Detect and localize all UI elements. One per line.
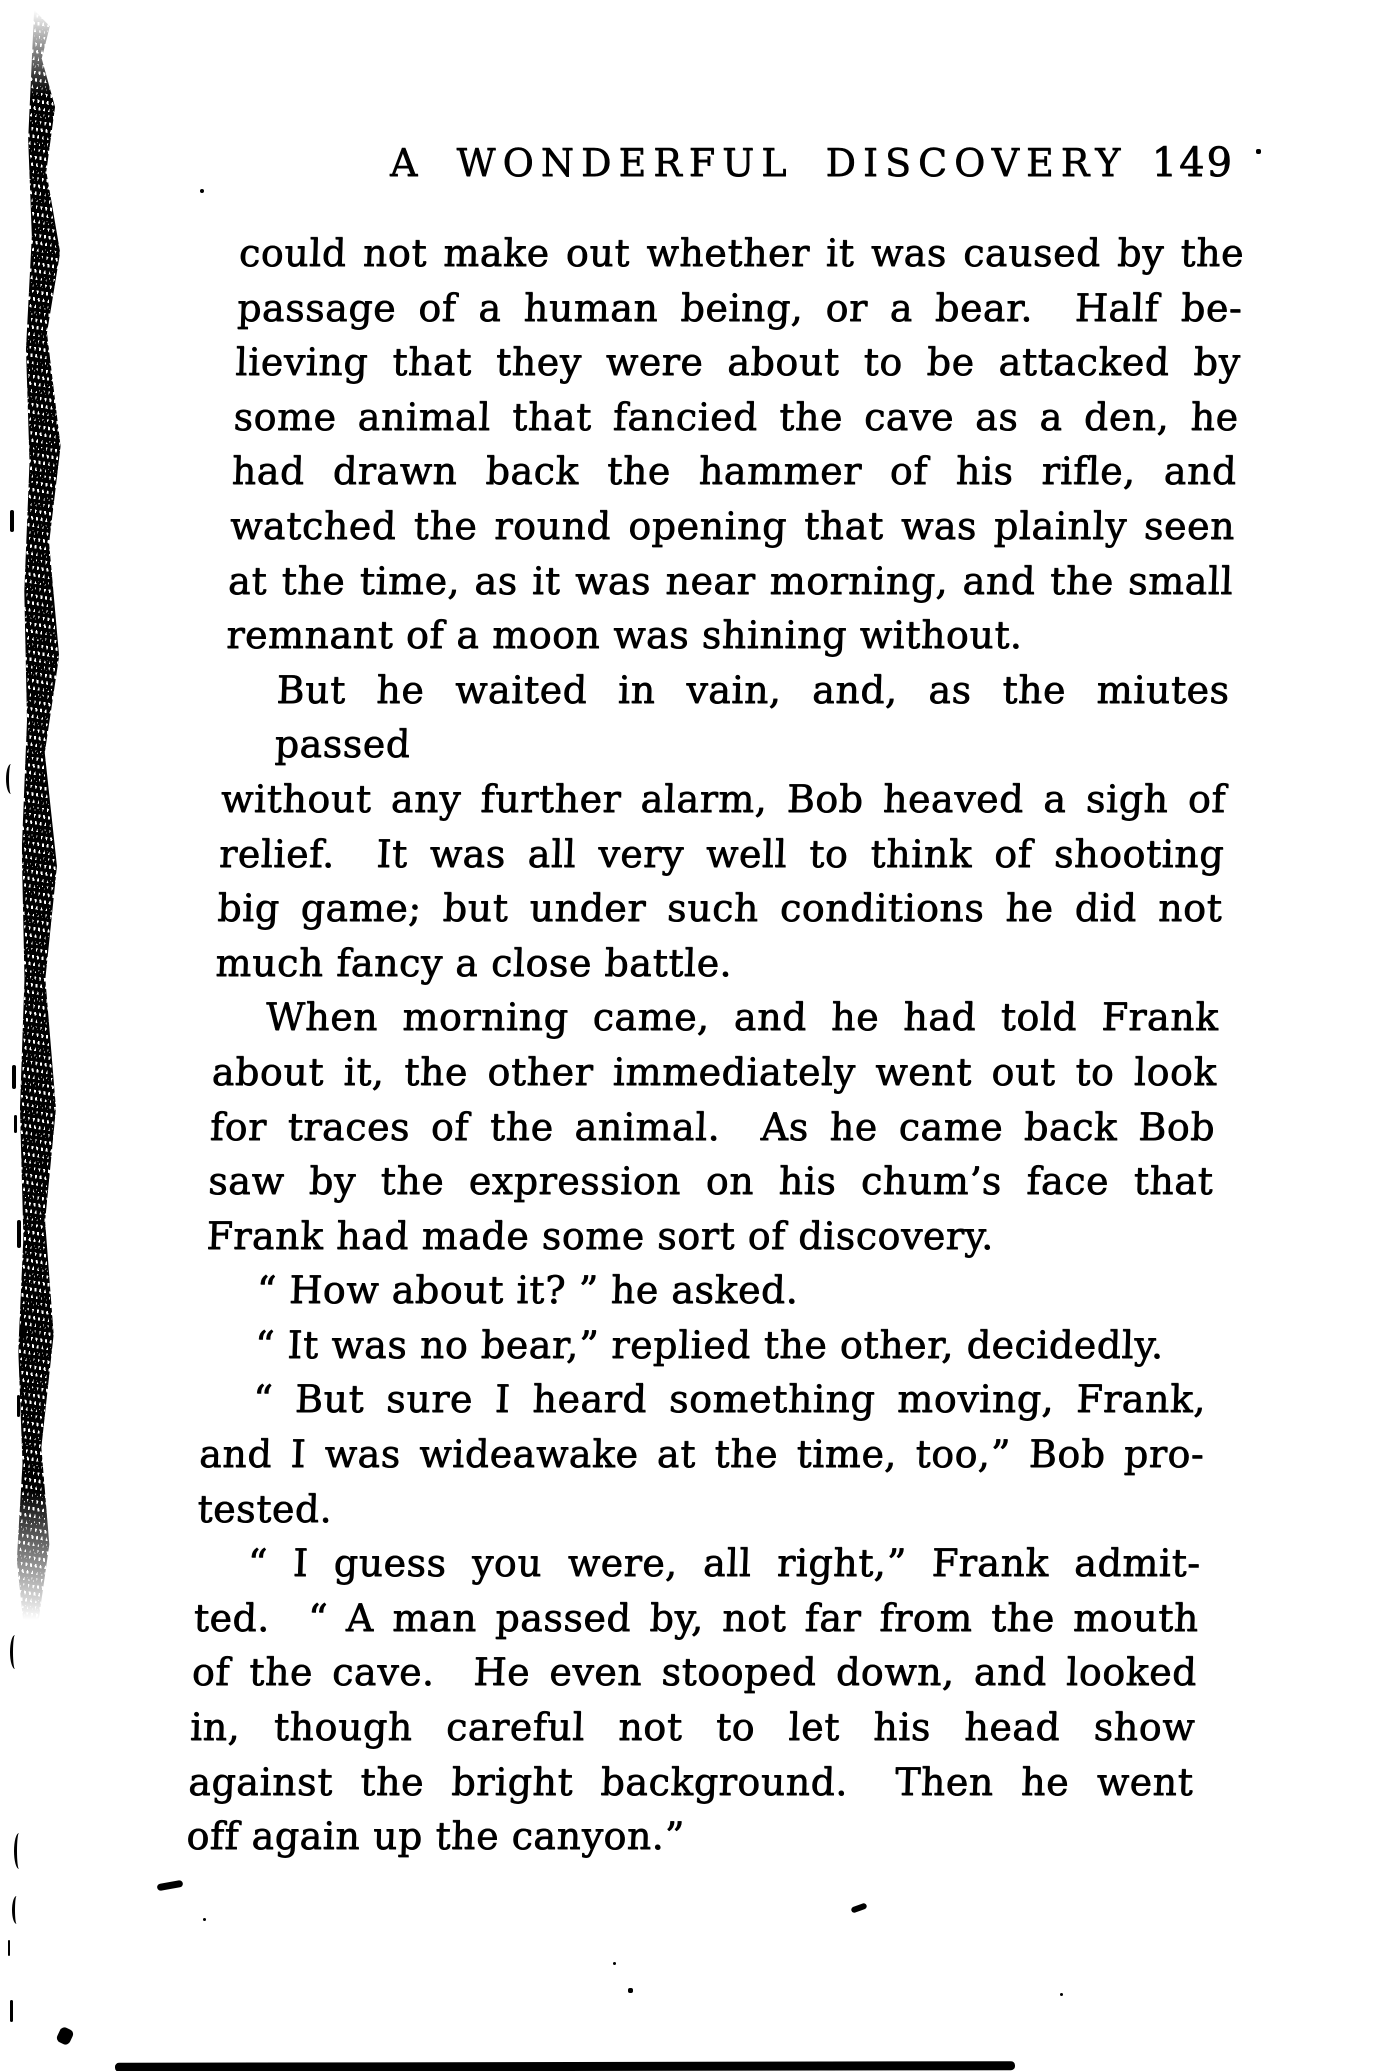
ink-speck bbox=[1256, 149, 1261, 154]
ink-speck bbox=[17, 1395, 20, 1417]
text-line: for traces of the animal. As he came back Bob bbox=[209, 1104, 1216, 1149]
ink-speck bbox=[200, 189, 204, 193]
text-line: against the bright background. Then he went bbox=[187, 1759, 1195, 1804]
binding-shadow-artifact bbox=[16, 10, 63, 1625]
ink-speck bbox=[613, 1962, 616, 1965]
text-line: Frank had made some sort of discovery. bbox=[205, 1213, 995, 1258]
text-line: off again up the canyon.” bbox=[185, 1814, 686, 1859]
paragraph bbox=[186, 1536, 1202, 1864]
ink-dash bbox=[157, 1880, 184, 1891]
paragraph bbox=[226, 226, 1245, 663]
text-line: about it, the other immediately went out to look bbox=[211, 1049, 1218, 1094]
margin-mark bbox=[10, 1635, 21, 1669]
text-line: without any further alarm, Bob heaved a sigh of bbox=[220, 776, 1227, 821]
margin-mark bbox=[14, 1833, 25, 1869]
scan-edge-bar bbox=[115, 2061, 1015, 2071]
text-line: ted. “ A man passed by, not far from the mouth bbox=[193, 1595, 1200, 1640]
text-line: in, though careful not to let his head show bbox=[189, 1705, 1196, 1750]
text-line: some animal that fancied the cave as a den, he bbox=[232, 394, 1240, 439]
text-line: remnant of a moon was shining without. bbox=[225, 613, 1024, 658]
ink-speck bbox=[10, 2000, 13, 2022]
margin-mark bbox=[20, 1312, 32, 1362]
ink-speck bbox=[17, 1220, 21, 1248]
paragraph bbox=[215, 663, 1231, 991]
text-line: and I was wideawake at the time, too,” Bob pro- bbox=[198, 1432, 1205, 1477]
ink-blob bbox=[55, 2026, 74, 2046]
ink-speck bbox=[850, 1902, 867, 1913]
text-line: had drawn back the hammer of his rifle, and bbox=[231, 449, 1238, 494]
ink-speck bbox=[8, 1940, 10, 1956]
text-line: passage of a human being, or a bear. Half be- bbox=[236, 285, 1244, 330]
ink-speck bbox=[10, 510, 14, 532]
text-line: “ But sure I heard something moving, Frank, bbox=[252, 1377, 1207, 1422]
text-line: of the cave. He even stooped down, and looked bbox=[191, 1650, 1198, 1695]
running-header bbox=[390, 140, 1234, 186]
text-line: lieving that they were about to be attacked by bbox=[234, 340, 1242, 385]
running-title: A WONDERFUL DISCOVERY bbox=[390, 141, 1128, 185]
margin-mark bbox=[12, 1896, 22, 1924]
text-line: “ It was no bear,” replied the other, decidedly. bbox=[254, 1322, 1165, 1367]
text-line: But he waited in vain, and, as the miutes passed bbox=[274, 667, 1231, 767]
page-text bbox=[186, 226, 1245, 1864]
paragraph bbox=[197, 1372, 1207, 1536]
text-line: tested. bbox=[196, 1486, 334, 1531]
ink-speck bbox=[628, 1988, 633, 1993]
text-line: saw by the expression on his chum’s face that bbox=[207, 1159, 1215, 1204]
text-line: big game; but under such conditions he did not bbox=[216, 886, 1224, 931]
ink-speck bbox=[1060, 1993, 1063, 1996]
text-line: at the time, as it was near morning, and the small bbox=[227, 558, 1234, 603]
ink-speck bbox=[12, 1065, 16, 1089]
paragraph bbox=[202, 1318, 1209, 1373]
text-line: When morning came, and he had told Frank bbox=[265, 995, 1220, 1040]
text-line: “ How about it? ” he asked. bbox=[255, 1268, 800, 1313]
page-number: 149 bbox=[1151, 140, 1234, 186]
ink-speck bbox=[14, 1115, 17, 1133]
ink-speck bbox=[203, 1918, 206, 1921]
text-line: “ I guess you were, all right,” Frank admit- bbox=[246, 1541, 1202, 1586]
paragraph bbox=[206, 990, 1220, 1263]
text-line: relief. It was all very well to think of shooting bbox=[218, 831, 1225, 876]
paragraph bbox=[204, 1263, 1211, 1318]
text-line: watched the round opening that was plainly seen bbox=[229, 503, 1236, 548]
margin-mark bbox=[6, 764, 17, 794]
text-line: much fancy a close battle. bbox=[214, 940, 734, 985]
text-line: could not make out whether it was caused by the bbox=[238, 231, 1245, 275]
